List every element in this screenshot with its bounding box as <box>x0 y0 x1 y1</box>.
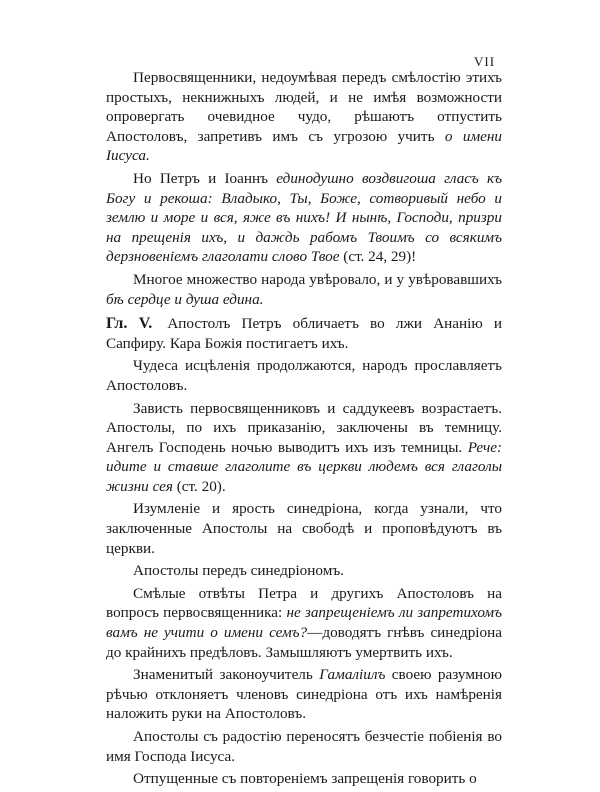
paragraph <box>106 727 502 766</box>
text-run: Отпущенные съ повтореніемъ запрещенія говорить о <box>133 770 477 788</box>
paragraph <box>106 399 502 497</box>
chapter-summary: Апостолъ Петръ обличаетъ во лжи Ананію и Сапфиру. Кара Божія постигаетъ ихъ. <box>106 315 502 352</box>
paragraph <box>106 584 502 662</box>
paragraph <box>106 769 502 789</box>
text-run: Чудеса исцѣленія продолжаются, народъ прославляетъ Апостоловъ. <box>106 357 502 394</box>
quote-italic: о имени Іисуса. <box>106 127 503 165</box>
quote-italic: не запрещеніемъ ли запретихомъ вамъ не учити о имени семъ? <box>106 604 502 642</box>
paragraph <box>106 561 502 581</box>
paragraph <box>106 499 502 558</box>
verse-reference: (ст. 20). <box>176 477 226 495</box>
text-run: Зависть первосвященниковъ и саддукеевъ возрастаетъ. Апостолы, по ихъ приказанію, заключены въ темницу. Ангелъ Господень ночью выводитъ ихъ изъ темницы. <box>106 399 502 456</box>
paragraph <box>106 270 502 309</box>
quote-italic: Рече: идите и ставше глаголите въ церкви людемъ вся глаголы жизни сея <box>106 438 502 495</box>
quote-italic: единодушно воздвигоша гласъ къ Богу и рекоша: Владыко, Ты, Боже, сотворивый небо и землю и море и вся, яже въ нихъ! И нынѣ, Господи, призри на прещенія ихъ, и даждь рабомъ Твоимъ со всякимъ дерзновеніемъ глаголати слово Твое <box>106 169 502 266</box>
text-run: —доводятъ гнѣвъ синедріона до крайнихъ предѣловъ. Замышляютъ умертвить ихъ. <box>106 624 502 661</box>
paragraph <box>106 169 502 267</box>
paragraph <box>106 68 502 166</box>
verse-reference: (ст. 24, 29)! <box>343 248 417 266</box>
chapter-heading: Гл. V. <box>106 315 153 333</box>
text-run: Первосвященники, недоумѣвая передъ смѣлостію этихъ простыхъ, некнижныхъ людей, и не имѣя возможности опровергать очевидное чудо, рѣшаютъ отпустить Апостоловъ, запретивъ имъ съ угрозою учить <box>106 69 502 145</box>
text-run: Знаменитый законоучитель <box>133 666 313 684</box>
text-run: Апостолы съ радостію переносятъ безчестіе побіенія во имя Господа Іисуса. <box>106 728 502 765</box>
body-text <box>106 68 502 792</box>
quote-italic: бѣ сердце и душа едина. <box>106 290 264 308</box>
text-run: Апостолы передъ синедріономъ. <box>133 562 344 580</box>
paragraph <box>106 665 502 724</box>
text-run: Но Петръ и Іоаннъ <box>133 169 268 187</box>
text-run: Смѣлые отвѣты Петра и другихъ Апостоловъ на вопросъ первосвященника: <box>106 584 502 622</box>
chapter-paragraph <box>106 314 502 353</box>
name-italic: Гамаліилъ <box>319 666 386 684</box>
text-run: Изумленіе и ярость синедріона, когда узнали, что заключенные Апостолы на свободѣ и проповѣдуютъ въ церкви. <box>106 500 502 557</box>
page-number: VII <box>474 54 496 69</box>
text-run: своею разумною рѣчью отклоняетъ членовъ синедріона отъ ихъ намѣренія наложить руки на Апостоловъ. <box>106 666 502 723</box>
text-run: Многое множество народа увѣровало, и у увѣровавшихъ <box>133 270 502 288</box>
paragraph <box>106 356 502 395</box>
